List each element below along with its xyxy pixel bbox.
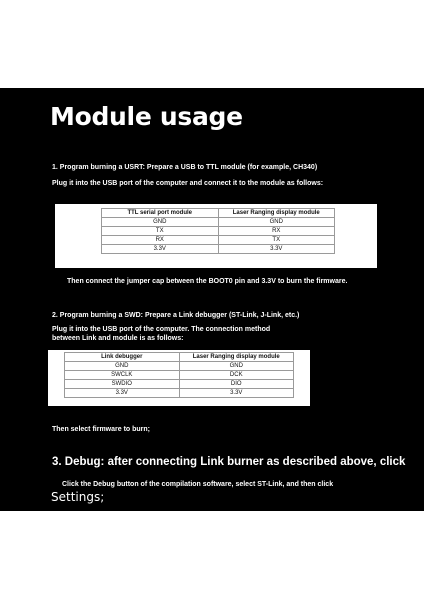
- section1-note: Then connect the jumper cap between the BOOT0 pin and 3.3V to burn the firmware.: [67, 278, 348, 285]
- table-cell: TX: [102, 227, 219, 236]
- table-cell: DCK: [179, 371, 294, 380]
- table-row: [102, 236, 335, 245]
- table-row: [102, 218, 335, 227]
- section3-heading: 3. Debug: after connecting Link burner as described above, click: [52, 456, 406, 468]
- table-cell: 3.3V: [65, 389, 180, 398]
- table-cell: 3.3V: [179, 389, 294, 398]
- table-header: Laser Ranging display module: [218, 209, 335, 218]
- table-cell: DIO: [179, 380, 294, 389]
- section2-line3: between Link and module is as follows:: [52, 335, 184, 342]
- table-row: [102, 245, 335, 254]
- table-row: [65, 371, 294, 380]
- table-cell: GND: [102, 218, 219, 227]
- section2-table-box: [48, 350, 310, 406]
- table-row: [65, 362, 294, 371]
- table-cell: SWCLK: [65, 371, 180, 380]
- section1-line1: 1. Program burning a USRT: Prepare a USB to TTL module (for example, CH340): [52, 164, 318, 171]
- table-cell: RX: [218, 227, 335, 236]
- table-cell: 3.3V: [218, 245, 335, 254]
- table-cell: RX: [102, 236, 219, 245]
- table-row: [65, 389, 294, 398]
- table-header: Laser Ranging display module: [179, 353, 294, 362]
- table-cell: SWDIO: [65, 380, 180, 389]
- connection-table-usb-ttl: [101, 208, 335, 254]
- section2-line2: Plug it into the USB port of the computer. The connection method: [52, 326, 271, 333]
- table-row: [102, 227, 335, 236]
- section3-line2: Settings;: [51, 490, 105, 504]
- table-cell: GND: [65, 362, 180, 371]
- table-header: TTL serial port module: [102, 209, 219, 218]
- connection-table-link-debugger: [64, 352, 294, 398]
- page-title: Module usage: [50, 102, 243, 131]
- product-image-panel: [0, 88, 424, 511]
- section2-line1: 2. Program burning a SWD: Prepare a Link debugger (ST-Link, J-Link, etc.): [52, 312, 300, 319]
- table-cell: 3.3V: [102, 245, 219, 254]
- section2-note: Then select firmware to burn;: [52, 426, 151, 433]
- table-row: [65, 380, 294, 389]
- table-cell: TX: [218, 236, 335, 245]
- section3-line1: Click the Debug button of the compilation software, select ST-Link, and then click: [62, 481, 334, 488]
- section1-line2: Plug it into the USB port of the computer and connect it to the module as follows:: [52, 180, 324, 187]
- section1-table-box: [55, 204, 377, 268]
- table-header: Link debugger: [65, 353, 180, 362]
- table-cell: GND: [218, 218, 335, 227]
- table-cell: GND: [179, 362, 294, 371]
